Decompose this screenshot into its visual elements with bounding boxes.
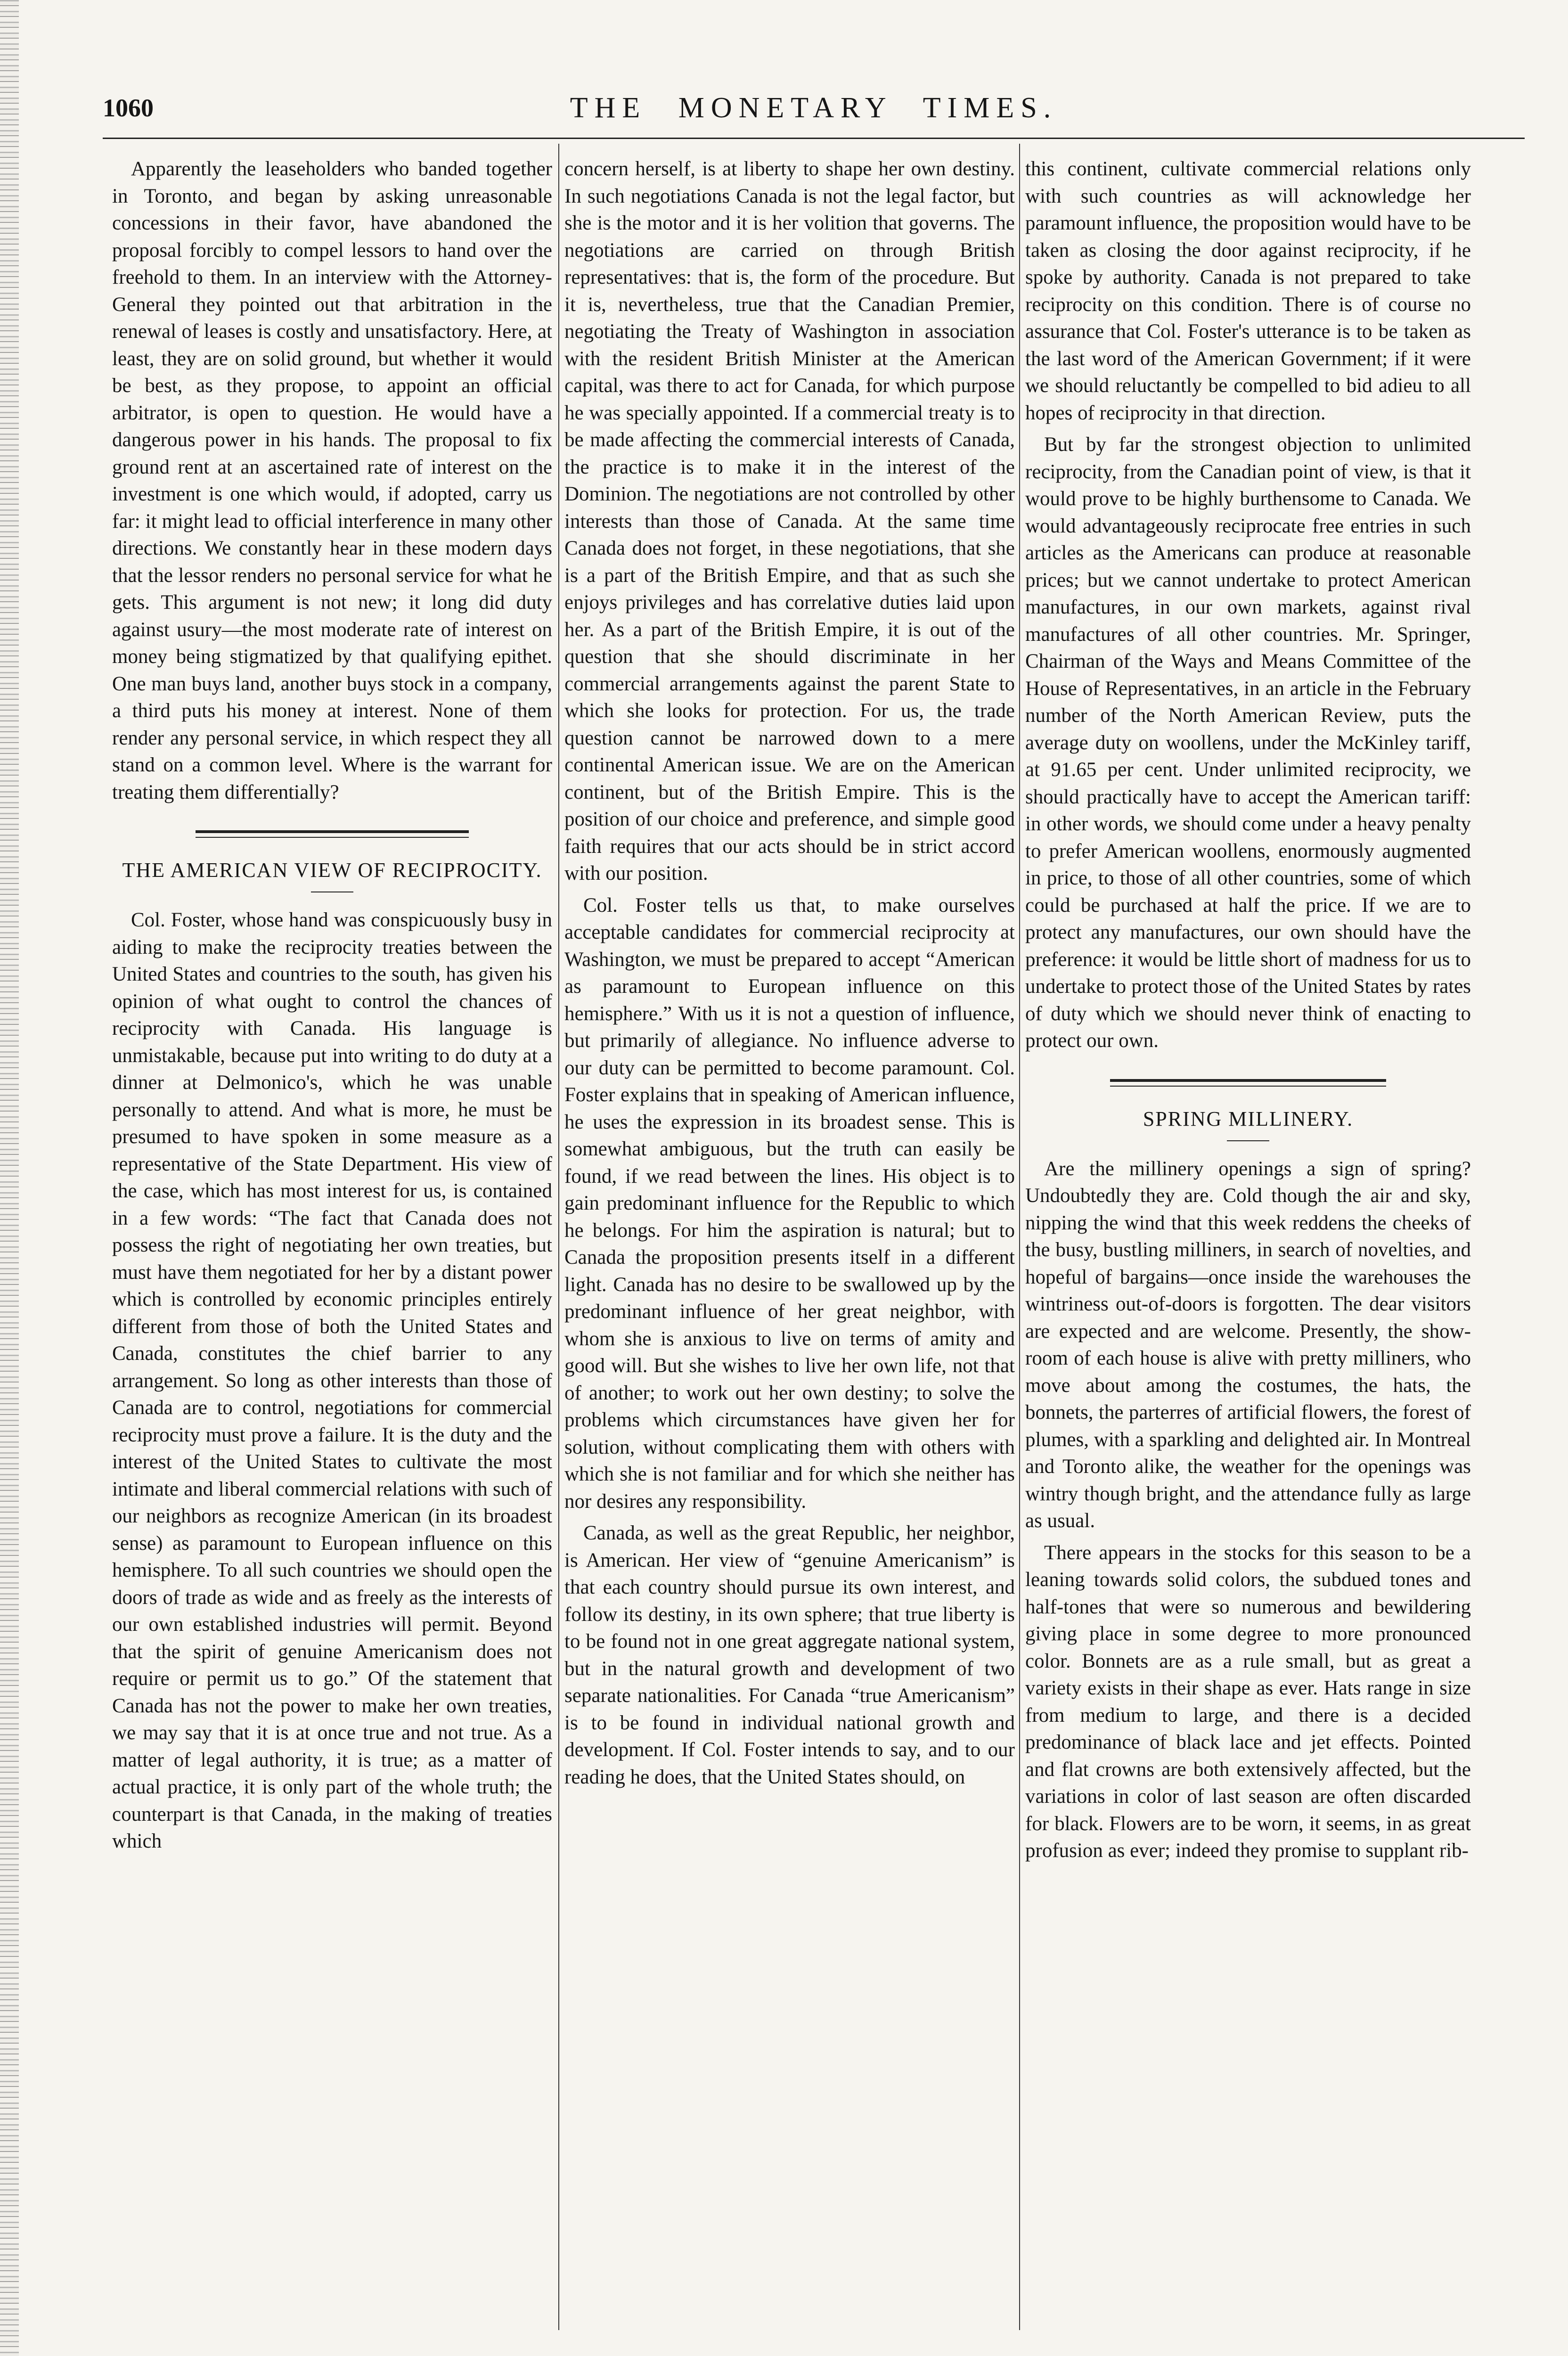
article-paragraph: Col. Foster, whose hand was conspicuously busy in aiding to make the reciprocity treaties between the United States and countries to the south, has given his opinion of what ought to control the chances of reciprocity with Canada. His language is unmistakable, because put into writing to do duty at a dinner at Delmonico's, which he was unable personally to attend. And what is more, he must be presumed to have spoken in some measure as a representative of the State Department. His view of the case, which has most interest for us, is contained in a few words: “The fact that Canada does not possess the right of negotiating her own treaties, but must have them negotiated for her by a distant power which is controlled by economic principles entirely different from those of both the United States and Canada, constitutes the chief barrier to any arrangement. So long as other interests than those of Canada are to control, negotiations for commercial reciprocity must prove a failure. It is the duty and the interest of the United States to cultivate the most intimate and liberal commercial relations with such of our neighbors as recognize American (in its broadest sense) as paramount to European influence on this hemisphere. To all such countries we should open the doors of trade as wide and as freely as the interests of our own established industries will permit. Beyond that the spirit of genuine Americanism does not require or permit us to go.” Of the statement that Canada has not the power to make her own treaties, we may say that it is at once true and not true. As a matter of legal authority, it is true; as a matter of actual practice, it is only part of the whole truth; the counterpart is that Canada, in the making of treaties which: [112, 909, 552, 1852]
page-binding-edge: [0, 0, 19, 2356]
article-paragraph: Canada, as well as the great Republic, her neighbor, is American. Her view of “genuine Americanism” is that each country should pursue its own interest, and follow its destiny, in its own sphere; that true liberty is to be found not in one great aggregate national system, but in the natural growth and development of two separate nationalities. For Canada “true Americanism” is to be found in individual national growth and development. If Col. Foster intends to say, and to our reading he does, that the United States should, on: [564, 1522, 1015, 1788]
article-paragraph: this continent, cultivate commercial relations only with such countries as will acknowledge her paramount influence, the proposition would have to be taken as closing the door against reciprocity, if he spoke by authority. Canada is not prepared to take reciprocity on this condition. There is of course no assurance that Col. Foster's utterance is to be taken as the last word of the American Government; if it were we should reluctantly be compelled to bid adieu to all hopes of reciprocity in that direction.: [1025, 158, 1471, 424]
article-paragraph: concern herself, is at liberty to shape her own destiny. In such negotiations Canada is not the legal factor, but she is the motor and it is her volition that governs. The negotiations are carried on through British representatives: that is, the form of the procedure. But it is, nevertheless, true that the Canadian Premier, negotiating the Treaty of Washington in association with the resident British Minister at the American capital, was there to act for Canada, for which purpose he was specially appointed. If a commercial treaty is to be made affecting the commercial interests of Canada, the practice is to make it in the interest of the Dominion. The negotiations are not controlled by other interests than those of Canada. At the same time Canada does not forget, in these negotiations, that she is a part of the British Empire, and that as such she enjoys privileges and has correlative duties laid upon her. As a part of the British Empire, it is out of the question that she should discriminate in her commercial arrangements against the parent State to which she looks for protection. For us, the trade question cannot be narrowed down to a mere continental American issue. We are on the American continent, but of the British Empire. This is the position of our choice and preference, and simple good faith requires that our acts should be in strict accord with our position.: [564, 158, 1015, 884]
column-3: [1025, 155, 1471, 2328]
section-title: THE AMERICAN VIEW OF RECIPROCITY.: [122, 859, 542, 882]
column-2: [564, 155, 1015, 2328]
article-paragraph: Are the millinery openings a sign of spring? Undoubtedly they are. Cold though the air and sky, nipping the wind that this week reddens the cheeks of the busy, bustling milliners, in search of novelties, and hopeful of bargains—once inside the warehouses the wintriness out-of-doors is forgotten. The dear visitors are expected and are welcome. Presently, the show-room of each house is alive with pretty milliners, who move about among the costumes, the hats, the bonnets, the parterres of artificial flowers, the forest of plumes, with a sparkling and delighted air. In Montreal and Toronto alike, the weather for the openings was wintry though bright, and the attendance fully as large as usual.: [1025, 1157, 1471, 1532]
article-paragraph: There appears in the stocks for this season to be a leaning towards solid colors, the subdued tones and half-tones that were so numerous and bewildering giving place in some degree to more pronounced color. Bonnets are as a rule small, but as great a variety exists in their shape as ever. Hats range in size from medium to large, and there is a decided predominance of black lace and jet effects. Pointed and flat crowns are both extensively affected, but the variations in color of last season are often discarded for black. Flowers are to be worn, it seems, in as great profusion as ever; indeed they promise to supplant rib-: [1025, 1541, 1471, 1862]
article-paragraph: But by far the strongest objection to unlimited reciprocity, from the Canadian point of view, is that it would prove to be highly burthensome to Canada. We would advantageously reciprocate free entries in such articles as the Americans can produce at reasonable prices; but we cannot undertake to protect American manufactures, in our own markets, against rival manufactures of all other countries. Mr. Springer, Chairman of the Ways and Means Committee of the House of Representatives, in an article in the February number of the North American Review, puts the average duty on woollens, under the McKinley tariff, at 91.65 per cent. Under unlimited reciprocity, we should practically have to accept the American tariff: in other words, we should come under a heavy penalty to prefer American woollens, enormously augmented in price, to those of all other countries, some of which could be purchased at half the price. If we are to protect any manufactures, our own should have the preference: it would be little short of madness for us to undertake to protect those of the United States by rates of duty which we should never think of enacting to protect our own.: [1025, 434, 1471, 1052]
title-rule: [1227, 1140, 1269, 1141]
section-title: SPRING MILLINERY.: [1143, 1107, 1354, 1130]
masthead-title: THE MONETARY TIMES.: [570, 92, 1058, 124]
header-rule: [103, 138, 1525, 139]
article-paragraph: Apparently the leaseholders who banded together in Toronto, and began by asking unreasonable concessions in their favor, have abandoned the proposal forcibly to compel lessors to hand over the freehold to them. In an interview with the Attorney-General they pointed out that arbitration in the renewal of leases is costly and unsatisfactory. Here, at least, they are on solid ground, but whether it would be best, as they propose, to appoint an official arbitrator, is open to question. He would have a dangerous power in his hands. The proposal to fix ground rent at an ascertained rate of interest on the investment is one which would, if adopted, carry us far: it might lead to official interference in many other directions. We constantly hear in these modern days that the lessor renders no personal service for what he gets. This argument is not new; it long did duty against usury—the most moderate rate of interest on money being stigmatized by that qualifying epithet. One man buys land, another buys stock in a company, a third puts his money at interest. None of them render any personal service, in which respect they all stand on a common level. Where is the warrant for treating them differentially?: [112, 158, 552, 803]
section-separator: [1110, 1079, 1387, 1087]
column-divider: [1019, 144, 1020, 2330]
page-number: 1060: [103, 94, 154, 122]
section-separator: [196, 830, 468, 838]
article-paragraph: Col. Foster tells us that, to make ourselves acceptable candidates for commercial reciprocity at Washington, we must be prepared to accept “American as paramount to European influence on this hemisphere.” With us it is not a question of influence, but primarily of allegiance. No influence adverse to our duty can be permitted to become paramount. Col. Foster explains that in speaking of American influence, he uses the expression in its broadest sense. This is somewhat ambiguous, but the truth can easily be found, if we read between the lines. His object is to gain predominant influence for the Republic to which he belongs. For him the aspiration is natural; but to Canada the proposition presents itself in a different light. Canada has no desire to be swallowed up by the predominant influence of her great neighbor, with whom she is anxious to live on terms of amity and good will. But she wishes to live her own life, not that of another; to work out her own destiny; to solve the problems which circumstances have given her for solution, without complicating them with others with which she is not familiar and for which she neither has nor desires any responsibility.: [564, 894, 1015, 1513]
page-header: [103, 89, 1525, 131]
column-divider: [558, 144, 559, 2330]
column-1: [112, 155, 552, 2328]
